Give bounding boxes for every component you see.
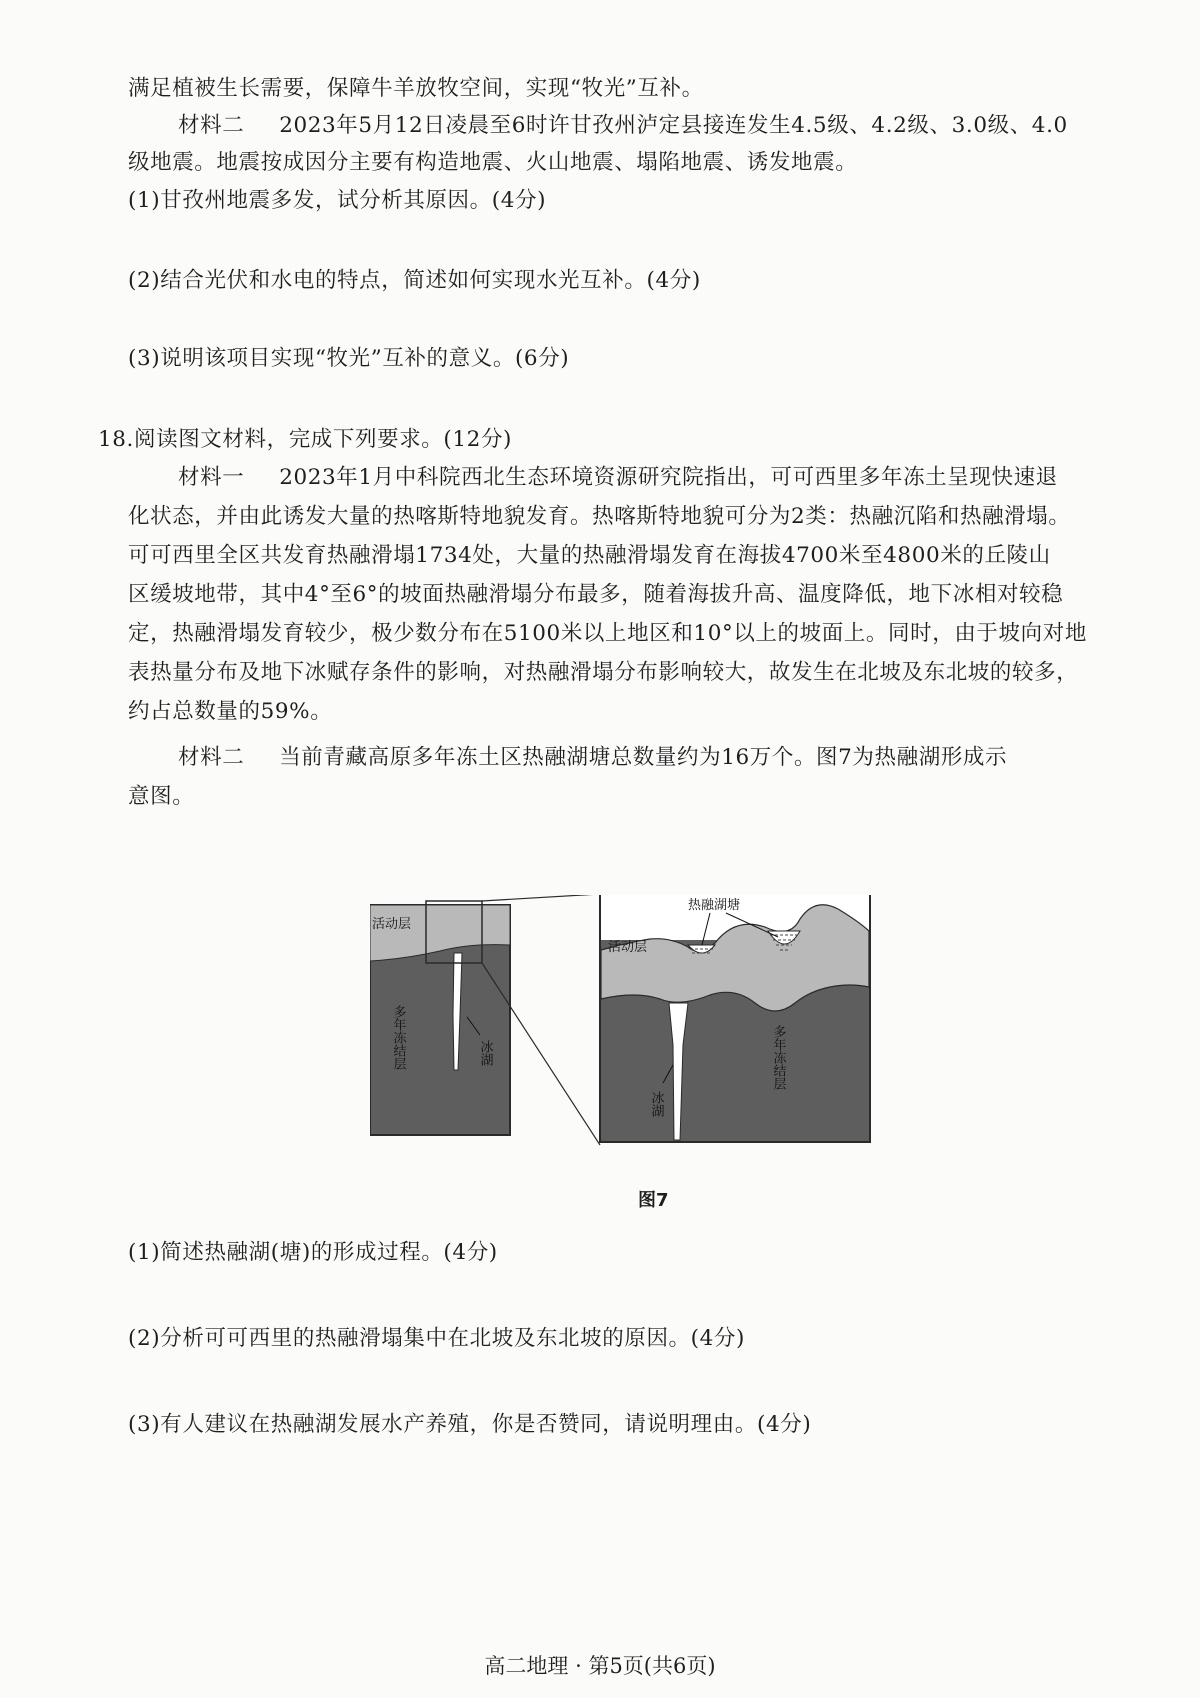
material-label: 材料一 xyxy=(178,465,245,490)
material-text-line: 意图。 xyxy=(128,784,195,809)
permafrost-label: 多年冻结层 xyxy=(770,1025,786,1090)
material-text-line: 级地震。地震按成因分主要有构造地震、火山地震、塌陷地震、诱发地震。 xyxy=(128,150,858,175)
left-panel xyxy=(370,901,510,1135)
right-panel xyxy=(600,895,870,1142)
material-two-line xyxy=(178,111,1068,141)
question-18-heading: 18.阅读图文材料，完成下列要求。(12分) xyxy=(98,427,513,452)
question-18-1: (1)简述热融湖(塘)的形成过程。(4分) xyxy=(128,1240,498,1265)
material-label: 材料二 xyxy=(178,745,245,770)
page-footer: 高二地理 · 第5页(共6页) xyxy=(484,1654,716,1678)
material-text: 2023年5月12日凌晨至6时许甘孜州泸定县接连发生4.5级、4.2级、3.0级、4.0 xyxy=(279,113,1068,138)
material-text: 当前青藏高原多年冻土区热融湖塘总数量约为16万个。图7为热融湖形成示 xyxy=(279,745,1008,770)
material-text-line: 区缓坡地带，其中4°至6°的坡面热融滑塌分布最多，随着海拔升高、温度降低，地下冰相对较稳 xyxy=(128,582,1064,607)
thermokarst-pond-label: 热融湖塘 xyxy=(688,898,741,913)
question-18-2: (2)分析可可西里的热融滑塌集中在北坡及东北坡的原因。(4分) xyxy=(128,1326,746,1351)
question-18-3: (3)有人建议在热融湖发展水产养殖，你是否赞同，请说明理由。(4分) xyxy=(128,1412,812,1437)
material-text-line: 定，热融滑塌发育较少，极少数分布在5100米以上地区和10°以上的坡面上。同时，由于坡向对地 xyxy=(128,621,1087,646)
material-one-line xyxy=(178,463,1058,493)
question-17-2: (2)结合光伏和水电的特点，简述如何实现水光互补。(4分) xyxy=(128,268,701,293)
material-text-line: 表热量分布及地下冰赋存条件的影响，对热融滑塌分布影响较大，故发生在北坡及东北坡的较多， xyxy=(128,660,1079,685)
material-text-line: 化状态，并由此诱发大量的热喀斯特地貌发育。热喀斯特地貌可分为2类：热融沉陷和热融滑塌。 xyxy=(128,504,1071,529)
material-text-line: 约占总数量的59%。 xyxy=(128,699,333,724)
ice-wedge-label: 冰湖 xyxy=(648,1091,664,1117)
material-label: 材料二 xyxy=(178,113,245,138)
material-two-line xyxy=(178,743,1007,773)
ice-wedge-label: 冰湖 xyxy=(477,1040,493,1066)
active-layer-label: 活动层 xyxy=(608,940,648,955)
question-17-3: (3)说明该项目实现“牧光”互补的意义。(6分) xyxy=(128,346,570,371)
figure-caption: 图7 xyxy=(638,1190,669,1211)
question-17-1: (1)甘孜州地震多发，试分析其原因。(4分) xyxy=(128,188,547,213)
permafrost-label: 多年冻结层 xyxy=(390,1005,406,1070)
thermokarst-lake-diagram xyxy=(370,895,880,1163)
active-layer-label: 活动层 xyxy=(372,917,412,932)
zoom-line-top xyxy=(482,895,600,901)
material-text: 2023年1月中科院西北生态环境资源研究院指出，可可西里多年冻土呈现快速退 xyxy=(279,465,1058,490)
material-text-line: 可可西里全区共发育热融滑塌1734处，大量的热融滑塌发育在海拔4700米至4800米的丘陵山 xyxy=(128,543,1051,568)
material-text-line: 满足植被生长需要，保障牛羊放牧空间，实现“牧光”互补。 xyxy=(128,76,704,101)
